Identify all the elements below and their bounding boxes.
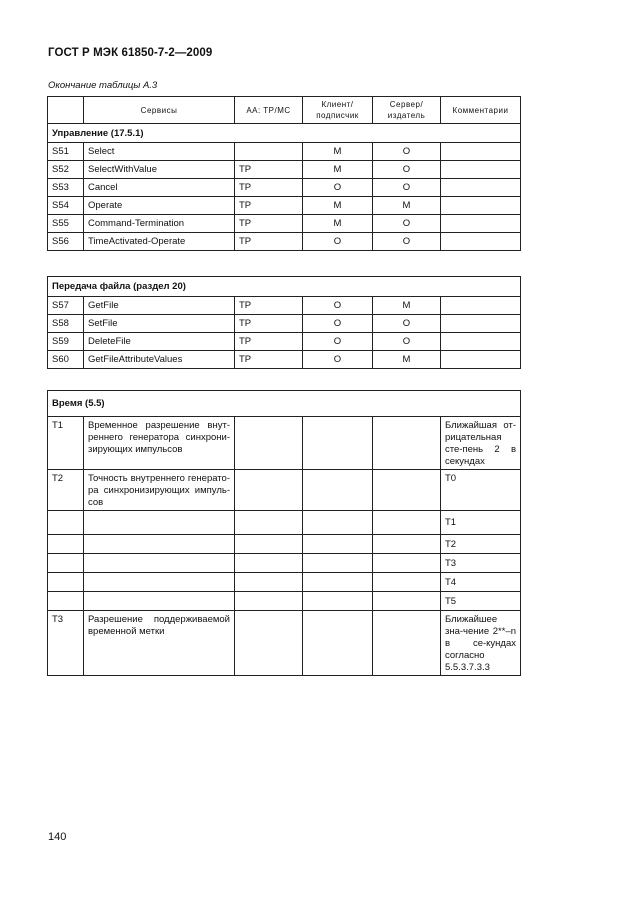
row-id: T1 bbox=[48, 417, 84, 470]
header-id-cell bbox=[48, 97, 84, 124]
row-id bbox=[48, 554, 84, 573]
row-client: O bbox=[303, 315, 373, 333]
row-id bbox=[48, 573, 84, 592]
row-client bbox=[303, 535, 373, 554]
row-client: O bbox=[303, 333, 373, 351]
row-id: S57 bbox=[48, 297, 84, 315]
row-comment bbox=[441, 333, 521, 351]
row-comment bbox=[441, 161, 521, 179]
table-row bbox=[48, 297, 521, 315]
row-comment bbox=[441, 351, 521, 369]
row-server: O bbox=[373, 315, 441, 333]
row-description bbox=[84, 535, 235, 554]
section-row-time bbox=[48, 391, 521, 417]
row-id bbox=[48, 511, 84, 535]
row-aa: TP bbox=[235, 351, 303, 369]
row-server: M bbox=[373, 351, 441, 369]
section-row-file-transfer bbox=[48, 277, 521, 297]
row-client: O bbox=[303, 233, 373, 251]
table-row bbox=[48, 197, 521, 215]
section-title-control: Управление (17.5.1) bbox=[48, 124, 521, 143]
row-server: M bbox=[373, 297, 441, 315]
page-number: 140 bbox=[48, 831, 67, 843]
row-id bbox=[48, 535, 84, 554]
row-aa: TP bbox=[235, 179, 303, 197]
row-client bbox=[303, 573, 373, 592]
row-comment bbox=[441, 315, 521, 333]
row-comment: Ближайшее зна-чение 2**–n в се-кундах согласно 5.5.3.7.3.3 bbox=[441, 611, 521, 676]
row-description: Точность внутреннего генерато-ра синхронизирующих импуль-сов bbox=[84, 470, 235, 511]
row-description bbox=[84, 573, 235, 592]
row-server bbox=[373, 554, 441, 573]
row-aa: TP bbox=[235, 233, 303, 251]
row-service: Cancel bbox=[84, 179, 235, 197]
row-aa: TP bbox=[235, 161, 303, 179]
header-services: Сервисы bbox=[84, 97, 235, 124]
table-row bbox=[48, 511, 521, 535]
row-client bbox=[303, 511, 373, 535]
row-server: M bbox=[373, 197, 441, 215]
row-aa bbox=[235, 143, 303, 161]
document-title: ГОСТ Р МЭК 61850-7-2—2009 bbox=[48, 47, 213, 59]
header-aa: AA: TP/MC bbox=[235, 97, 303, 124]
row-service: TimeActivated-Operate bbox=[84, 233, 235, 251]
row-comment bbox=[441, 143, 521, 161]
table-row bbox=[48, 535, 521, 554]
row-server bbox=[373, 611, 441, 676]
row-client: O bbox=[303, 351, 373, 369]
row-id: S56 bbox=[48, 233, 84, 251]
row-server: O bbox=[373, 179, 441, 197]
table-header-row bbox=[48, 97, 521, 124]
row-comment: T3 bbox=[441, 554, 521, 573]
row-aa bbox=[235, 573, 303, 592]
table-row bbox=[48, 351, 521, 369]
row-aa: TP bbox=[235, 215, 303, 233]
table-row bbox=[48, 470, 521, 511]
row-client: M bbox=[303, 161, 373, 179]
row-comment bbox=[441, 179, 521, 197]
row-comment: Ближайшая от-рицательная сте-пень 2 в секундах bbox=[441, 417, 521, 470]
row-id: T3 bbox=[48, 611, 84, 676]
table-row bbox=[48, 179, 521, 197]
header-server: Сервер/ издатель bbox=[373, 97, 441, 124]
row-client bbox=[303, 611, 373, 676]
row-description: Временное разрешение внут-реннего генератора синхрони-зирующих импульсов bbox=[84, 417, 235, 470]
table-row bbox=[48, 554, 521, 573]
row-id: T2 bbox=[48, 470, 84, 511]
row-description bbox=[84, 592, 235, 611]
control-services-table bbox=[47, 96, 521, 251]
row-aa bbox=[235, 554, 303, 573]
row-comment: T4 bbox=[441, 573, 521, 592]
row-service: Select bbox=[84, 143, 235, 161]
row-client: M bbox=[303, 197, 373, 215]
row-service: GetFileAttributeValues bbox=[84, 351, 235, 369]
table-row bbox=[48, 573, 521, 592]
row-server bbox=[373, 592, 441, 611]
row-server: O bbox=[373, 333, 441, 351]
table-row bbox=[48, 611, 521, 676]
row-id: S52 bbox=[48, 161, 84, 179]
row-id: S54 bbox=[48, 197, 84, 215]
row-client: O bbox=[303, 297, 373, 315]
row-aa: TP bbox=[235, 333, 303, 351]
header-client: Клиент/ подписчик bbox=[303, 97, 373, 124]
row-id: S59 bbox=[48, 333, 84, 351]
row-client: M bbox=[303, 215, 373, 233]
row-comment: T2 bbox=[441, 535, 521, 554]
table-row bbox=[48, 161, 521, 179]
row-server bbox=[373, 417, 441, 470]
row-server: O bbox=[373, 143, 441, 161]
row-comment: T5 bbox=[441, 592, 521, 611]
table-caption: Окончание таблицы А.3 bbox=[48, 80, 158, 91]
row-aa bbox=[235, 417, 303, 470]
table-row bbox=[48, 215, 521, 233]
row-service: Command-Termination bbox=[84, 215, 235, 233]
row-description bbox=[84, 511, 235, 535]
row-comment bbox=[441, 233, 521, 251]
row-id: S53 bbox=[48, 179, 84, 197]
row-aa bbox=[235, 611, 303, 676]
row-service: DeleteFile bbox=[84, 333, 235, 351]
row-client bbox=[303, 470, 373, 511]
row-server bbox=[373, 511, 441, 535]
row-comment: T0 bbox=[441, 470, 521, 511]
row-service: SetFile bbox=[84, 315, 235, 333]
row-aa bbox=[235, 511, 303, 535]
row-id: S60 bbox=[48, 351, 84, 369]
row-service: SelectWithValue bbox=[84, 161, 235, 179]
time-table bbox=[47, 390, 521, 676]
row-server: O bbox=[373, 161, 441, 179]
row-id: S51 bbox=[48, 143, 84, 161]
table-row bbox=[48, 143, 521, 161]
row-client: O bbox=[303, 179, 373, 197]
row-server: O bbox=[373, 215, 441, 233]
row-id bbox=[48, 592, 84, 611]
row-id: S55 bbox=[48, 215, 84, 233]
row-id: S58 bbox=[48, 315, 84, 333]
row-client bbox=[303, 592, 373, 611]
row-comment bbox=[441, 215, 521, 233]
table-row bbox=[48, 417, 521, 470]
row-service: Operate bbox=[84, 197, 235, 215]
row-client bbox=[303, 554, 373, 573]
row-aa bbox=[235, 470, 303, 511]
table-row bbox=[48, 233, 521, 251]
file-transfer-table bbox=[47, 276, 521, 369]
row-aa bbox=[235, 592, 303, 611]
header-comments: Комментарии bbox=[441, 97, 521, 124]
row-client bbox=[303, 417, 373, 470]
row-aa: TP bbox=[235, 197, 303, 215]
table-row bbox=[48, 592, 521, 611]
row-server bbox=[373, 470, 441, 511]
section-title-file-transfer: Передача файла (раздел 20) bbox=[48, 277, 521, 297]
row-server bbox=[373, 535, 441, 554]
row-server: O bbox=[373, 233, 441, 251]
row-comment bbox=[441, 197, 521, 215]
section-title-time: Время (5.5) bbox=[48, 391, 521, 417]
row-description bbox=[84, 554, 235, 573]
row-client: M bbox=[303, 143, 373, 161]
row-comment: T1 bbox=[441, 511, 521, 535]
table-row bbox=[48, 333, 521, 351]
row-aa: TP bbox=[235, 297, 303, 315]
row-description: Разрешение поддерживаемой временной метки bbox=[84, 611, 235, 676]
section-row-control bbox=[48, 124, 521, 143]
table-row bbox=[48, 315, 521, 333]
row-aa: TP bbox=[235, 315, 303, 333]
row-service: GetFile bbox=[84, 297, 235, 315]
row-aa bbox=[235, 535, 303, 554]
row-server bbox=[373, 573, 441, 592]
row-comment bbox=[441, 297, 521, 315]
